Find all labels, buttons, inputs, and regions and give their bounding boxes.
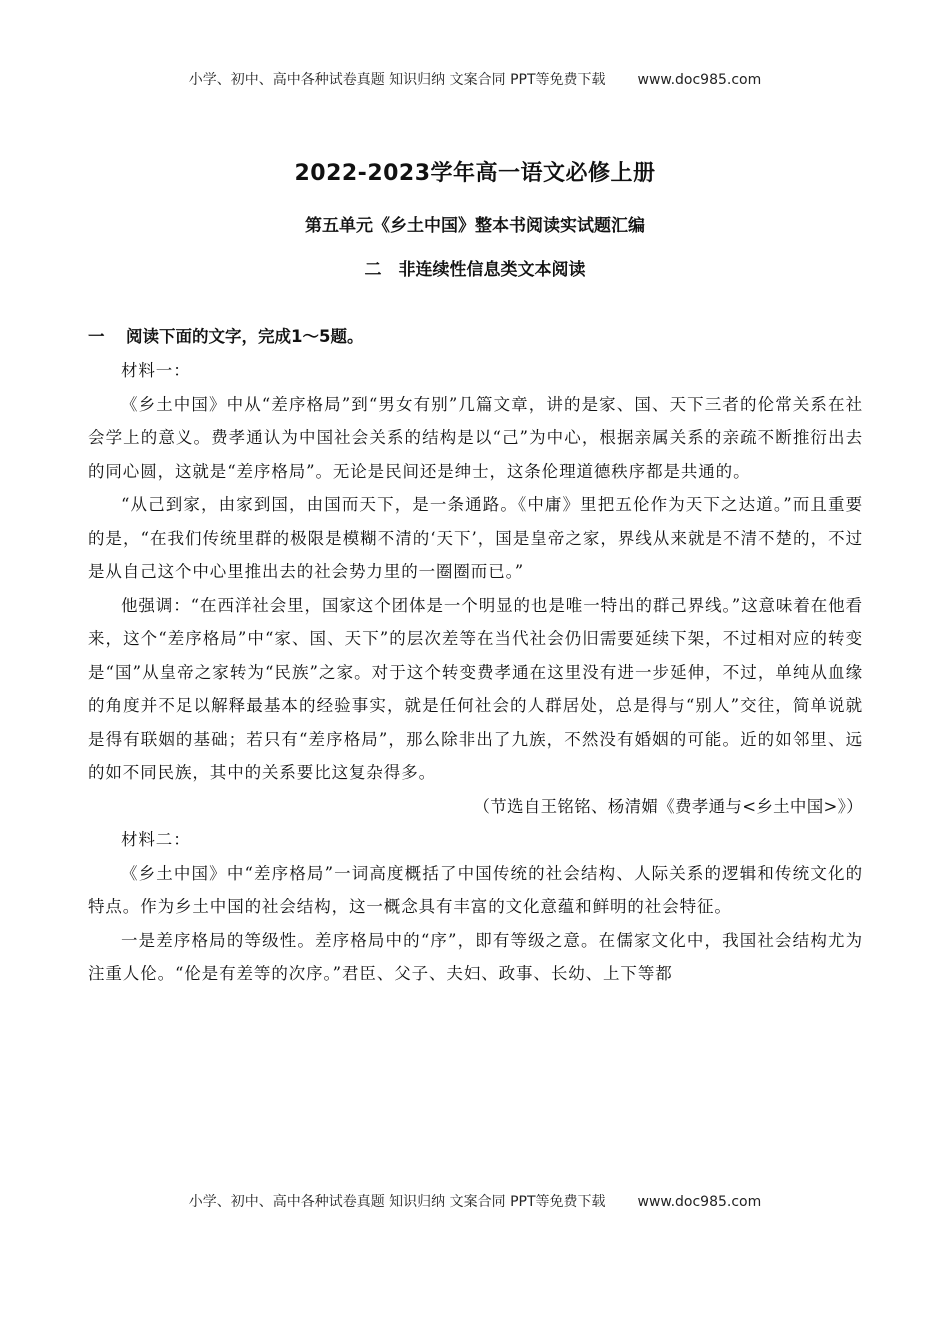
- footer-site-link[interactable]: www.doc985.com: [637, 1194, 762, 1210]
- document-title: 2022-2023学年高一语文必修上册: [294, 161, 656, 186]
- material-one-paragraph: 他强调：“在西洋社会里，国家这个团体是一个明显的也是唯一特出的群己界线。”这意味着在他看来，这个“差序格局”中“家、国、天下”的层次差等在当代社会仍旧需要延续下架，不过相对应的转变是“国”从皇帝之家转为“民族”之家。对于这个转变费孝通在这里没有进一步延伸，不过，单纯从血缘的角度并不足以解释最基本的经验事实，就是任何社会的人群居处，总是得与“别人”交往，简单说就是得有联姻的基础；若只有“差序格局”，那么除非出了九族，不然没有婚姻的可能。近的如邻里、远的如不同民族，其中的关系要比这复杂得多。: [88, 595, 863, 782]
- section-subtitle: 二 非连续性信息类文本阅读: [364, 260, 586, 280]
- material-two-label: 材料二：: [121, 830, 191, 849]
- question-heading: [88, 323, 363, 347]
- material-one-paragraph: 《乡土中国》中从“差序格局”到“男女有别”几篇文章，讲的是家、国、天下三者的伦常关系在社会学上的意义。费孝通认为中国社会关系的结构是以“己”为中心，根据亲属关系的亲疏不断推衍出去的同心圆，这就是“差序格局”。无论是民间还是绅士，这条伦理道德秩序都是共通的。: [88, 394, 863, 481]
- footer-text: 小学、初中、高中各种试卷真题 知识归纳 文案合同 PPT等免费下载: [188, 1194, 606, 1210]
- question-number: 一: [88, 327, 105, 346]
- question-instruction: 阅读下面的文字，完成1～5题。: [126, 327, 364, 346]
- material-one-label: 材料一：: [121, 361, 191, 380]
- unit-subtitle: 第五单元《乡土中国》整本书阅读实试题汇编: [305, 216, 645, 236]
- reading-content: [88, 354, 863, 991]
- material-one-source: （节选自王铭铭、杨清媚《费孝通与<乡土中国>》）: [473, 796, 863, 816]
- material-two-paragraph: 《乡土中国》中“差序格局”一词高度概括了中国传统的社会结构、人际关系的逻辑和传统文化的特点。作为乡土中国的社会结构，这一概念具有丰富的文化意蕴和鲜明的社会特征。: [88, 863, 863, 916]
- header-text: 小学、初中、高中各种试卷真题 知识归纳 文案合同 PPT等免费下载: [188, 72, 606, 88]
- material-one-paragraph: “从己到家，由家到国，由国而天下，是一条通路。《中庸》里把五伦作为天下之达道。”而且重要的是，“在我们传统里群的极限是模糊不清的‘天下’，国是皇帝之家，界线从来就是不清不楚的，不过是从自己这个中心里推出去的社会势力里的一圈圈而已。”: [88, 495, 863, 581]
- header-site-link[interactable]: www.doc985.com: [637, 72, 762, 88]
- page-footer: [0, 1191, 950, 1211]
- material-two-paragraph: 一是差序格局的等级性。差序格局中的“序”，即有等级之意。在儒家文化中，我国社会结构尤为注重人伦。“伦是有差等的次序。”君臣、父子、夫妇、政事、长幼、上下等都: [88, 930, 863, 983]
- page-header: [0, 69, 950, 89]
